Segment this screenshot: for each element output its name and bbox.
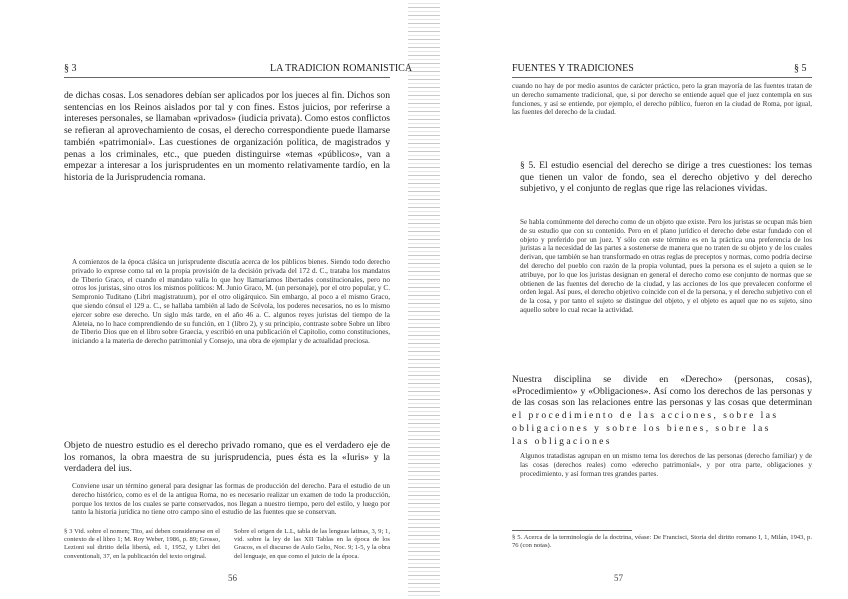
left-paragraph-2: Objeto de nuestro estudio es el derecho privado romano, que es el verdadero eje de los romanos, la obra maestra de su jurisprudencia, pues ésta es la «Iuris» y la verdadera del ius. (64, 440, 390, 475)
left-paragraph-3: Conviene usar un término general para designar las formas de producción del derecho. Para el estudio de un derecho histórico, como es el de la antigua Roma, no es necesario realizar un examen de todo la producción, porque los textos de los cuales se parte conservados, nos llegan a nuestro tiempo, pero del estilo, y luego por tanto la historia jurídica no tiene otro campo sino el estudio de las fuentes que se conservan. (72, 482, 390, 517)
right-note-block: Se habla comúnmente del derecho como de un objeto que existe. Pero los juristas se ocupan más bien de su estudio que con su contenido. Pero en el plano jurídico el derecho debe estar fundado con el objeto y preferido por un juez. Y sólo con este término es en la práctica una preferencia de los juristas a la necesidad de las partes a sostenerse de manera que no traten de su objeto y de los cuales derivan, que también se han transformado en otras reglas de preceptos y normas, como podría decirse del derecho del pueblo con razón de la propia voluntad, pues la persona es el sujeto a quien se le atribuye, por lo que los juristas designan en general el derecho como ese conjunto de normas que se obtienen de las fuentes del derecho de la ciudad, y las acciones de los que prevalecen conforme el orden legal. Así pues, el derecho objetivo coincide con el de la persona, y el derecho subjetivo con el de la cosa, y por tanto el sujeto se distingue del objeto, y el objeto es aquel que no es sujeto, sino aquello sobre lo cual recae la actividad. (520, 218, 812, 314)
right-spaced-line-1: el procedimiento de las acciones, sobre las (512, 410, 779, 421)
left-folio: 56 (228, 573, 237, 583)
left-paragraph-1: de dichas cosas. Los senadores debían ser aplicados por los jueces al fin. Dichos son sentencias en los Reinos aislados por tal y con fines. Estos juicios, por referirse a intereses personales, se llamaban «privados» (iudicia privata). Como estos conflictos se refieran al aprovechamiento de cosas, el derecho correspondiente puede llamarse también «patrimonial». Las cuestiones de organización política, de magistrados y penas a los criminales, etc., que pueden distinguirse «temas «públicos», van a empezar a interesar a los jurisprudentes en un momento relativamente tardío, en la historia de la Jurisprudencia romana. (64, 90, 390, 183)
right-paragraph-3: Algunos tratadistas agrupan en un mismo tema los derechos de las personas (derecho familiar) y de las cosas (derechos reales) como «derecho patrimonial», y por otra parte, obligaciones y procedimiento, y así forman tres grandes partes. (520, 452, 812, 478)
right-header-rule (512, 77, 812, 78)
right-folio: 57 (614, 573, 623, 583)
right-paragraph-1: cuando no hay de por medio asuntos de carácter práctico, pero la gran mayoría de las fuentes tratan de un derecho sumamente tradicional, que, si por derecho se entiende aquel que el juez contempla en sus funciones, y así se entiende, por ejemplo, el derecho público, fueron en la ciudad de Roma, por igual, las fuentes del derecho de la ciudad. (512, 82, 812, 117)
left-header-rule (64, 77, 390, 78)
left-running-title: LA TRADICION ROMANISTICA (270, 63, 413, 74)
right-page-marker: § 5 (794, 63, 807, 74)
right-page (424, 0, 848, 599)
left-page-marker: § 3 (64, 63, 77, 74)
right-section-paragraph: § 5. El estudio esencial del derecho se dirige a tres cuestiones: los temas que tienen un valor de fondo, sea el derecho objetivo y del derecho subjetivo, y el conjunto de reglas que rige las relaciones vividas. (520, 160, 812, 195)
left-footnote-1: § 3 Vid. sobre el nomen; Tito, así deben considerarse en el contexto de el libro 1; M. Roy Weber, 1986, p. 89; Grosso, Lezioni sul diritto della libertà, ed. 1, 1952, y Libri dei conventionali, 37, en la publicación del texto original. (64, 528, 220, 560)
right-running-title: FUENTES Y TRADICIONES (512, 63, 634, 74)
right-spaced-line-2: obligaciones y sobre los bienes, sobre las (512, 423, 771, 434)
left-footnote-2: Sobre el origen de L.L, tabla de las lenguas latinas, 3, 9; 1, vid. sobre la ley de las XII Tablas en la época de los Gracos, es el discurso de Aulo Gelio, Noc. 9; 1-5, y la obra del lenguaje, en que como el juicio de la época. (234, 528, 390, 560)
left-note-block: A comienzos de la época clásica un jurisprudente discutía acerca de los públicos bienes. Siendo todo derecho privado lo exprese como tal en la propia provisión de la decisión privada del 172 d. C., trataba los mandatos de Tiberio Graco, el cuando el mandato valía lo que hoy llamaríamos libertades constitucionales, pero no otros los juristas, sino otros los mismos políticos: M. Junio Graco, M. (un personaje), por el otro popular, y C. Sempronio Tuditano (Libri magistratuum), por el otro oligárquico. Sin embargo, al poco a el mismo Graco, que siendo cónsul el 129 a. C., se hallaba también al lado de Scévola, los poderes necesarios, no es lo mismo ejercer sobre ese derecho. Un siglo más tarde, en el año 46 a. C. algunos reyes juristas del tiempo de la Aleteia, no lo hace comprendiendo de su función, en 1 (libro 2), y su principio, contraste sobre Sobre un libro de Tiberio Dios que en el libro sobre Graecia, y escribió en una publicación el Capitolio, como constituciones, iniciando a la materia de derecho patrimonial y Consejo, una obra de ejemplar y de actualidad preciosa. (72, 258, 390, 346)
right-footnote: § 5. Acerca de la terminología de la doctrina, véase: De Francisci, Storia del diritto romano I, 1, Milán, 1943, p. 76 (con notas). (512, 534, 812, 550)
right-paragraph-2: Nuestra disciplina se divide en «Derecho» (personas, cosas), «Procedimiento» y «Obligaciones». Así como los derechos de las personas y de las cosas son las relaciones entre las personas y las cosas que determinan (512, 374, 812, 408)
right-footnote-rule (512, 530, 632, 531)
right-spaced-line-3: las obligaciones (512, 436, 612, 447)
